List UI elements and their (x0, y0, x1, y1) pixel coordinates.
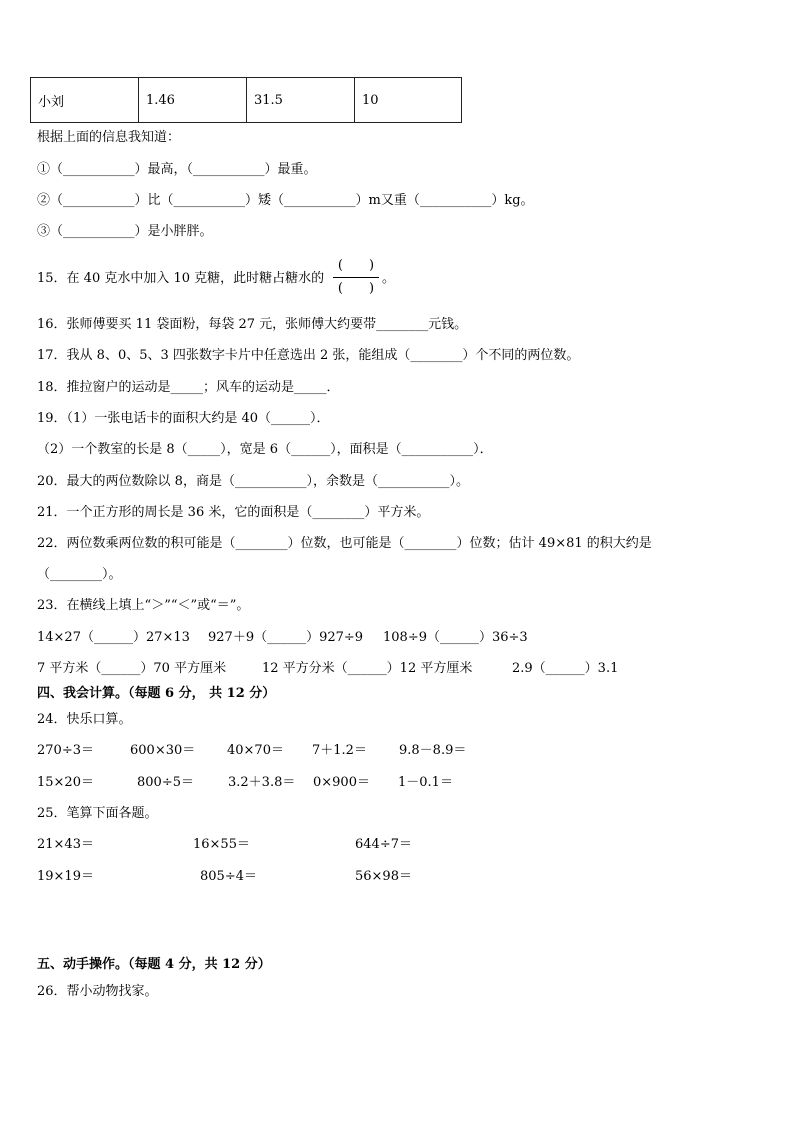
table-cell-height: 1.46 (139, 78, 247, 122)
table-cell-age: 10 (362, 92, 379, 108)
fraction-denominator: ( ) (337, 281, 375, 296)
question-25-title: 25．笔算下面各题。 (37, 806, 158, 821)
fraction-numerator: ( ) (337, 258, 375, 273)
info-intro: 根据上面的信息我知道： (37, 130, 181, 145)
section-5-heading: 五、动手操作。（每题 4 分，共 12 分） (37, 957, 271, 972)
sub-item-2: ②（___________）比（___________）矮（___________）m又重（___________）kg。 (37, 193, 534, 208)
question-22-line-1: 22．两位数乘两位数的积可能是（________）位数，也可能是（________）位数；估计 49×81 的积大约是 (37, 536, 652, 551)
section-4-heading: 四、我会计算。（每题 6 分， 共 12 分） (37, 686, 276, 701)
written-calc-item: 56×98＝ (355, 869, 412, 884)
question-22-line-2: （________）。 (37, 567, 122, 582)
mental-math-item: 1－0.1＝ (398, 775, 453, 790)
mental-math-item: 15×20＝ (37, 775, 94, 790)
question-15-text: 15．在 40 克水中加入 10 克糖，此时糖占糖水的 (37, 271, 325, 286)
mental-math-item: 270÷3＝ (37, 743, 94, 758)
question-24-title: 24．快乐口算。 (37, 712, 132, 727)
mental-math-item: 3.2＋3.8＝ (228, 775, 296, 790)
fraction-blank (333, 256, 379, 299)
compare-item: 2.9（______）3.1 (512, 661, 619, 676)
question-16: 16．张师傅要买 11 袋面粉，每袋 27 元，张师傅大约要带________元钱。 (37, 317, 468, 332)
compare-item: 7 平方米（______）70 平方厘米 (37, 661, 227, 676)
written-calc-item: 16×55＝ (193, 837, 250, 852)
compare-item: 927＋9（______）927÷9 (208, 630, 364, 645)
written-calc-item: 644÷7＝ (355, 837, 412, 852)
mental-math-item: 800÷5＝ (137, 775, 194, 790)
question-19-part-1: 19．（1）一张电话卡的面积大约是 40（______）． (37, 411, 330, 426)
compare-item: 14×27（______）27×13 (37, 630, 190, 645)
question-20: 20．最大的两位数除以 8，商是（___________），余数是（___________）。 (37, 474, 469, 489)
sub-item-1: ①（___________）最高，（___________）最重。 (37, 162, 317, 177)
question-18: 18．推拉窗户的运动是_____；风车的运动是_____． (37, 380, 340, 395)
mental-math-item: 7＋1.2＝ (312, 743, 367, 758)
question-21: 21．一个正方形的周长是 36 米，它的面积是（________）平方米。 (37, 505, 430, 520)
table-cell-name: 小刘 (31, 78, 139, 122)
question-26: 26．帮小动物找家。 (37, 984, 158, 999)
mental-math-item: 600×30＝ (130, 743, 196, 758)
fraction-bar (333, 277, 379, 278)
written-calc-item: 19×19＝ (37, 869, 94, 884)
compare-item: 12 平方分米（______）12 平方厘米 (262, 661, 473, 676)
written-calc-item: 805÷4＝ (200, 869, 257, 884)
compare-item: 108÷9（______）36÷3 (383, 630, 528, 645)
question-15-end: 。 (382, 271, 396, 286)
data-table-row (30, 77, 462, 123)
written-calc-item: 21×43＝ (37, 837, 94, 852)
question-17: 17．我从 8、0、5、3 四张数字卡片中任意选出 2 张，能组成（________）个不同的两位数。 (37, 348, 580, 363)
mental-math-item: 0×900＝ (313, 775, 370, 790)
mental-math-item: 40×70＝ (227, 743, 284, 758)
table-cell-weight: 31.5 (247, 78, 355, 122)
mental-math-item: 9.8－8.9＝ (399, 743, 467, 758)
question-23-title: 23．在横线上填上“＞”“＜”或“＝”。 (37, 598, 250, 613)
sub-item-3: ③（___________）是小胖胖。 (37, 224, 213, 239)
question-19-part-2: （2）一个教室的长是 8（_____），宽是 6（______），面积是（___________）． (37, 442, 493, 457)
